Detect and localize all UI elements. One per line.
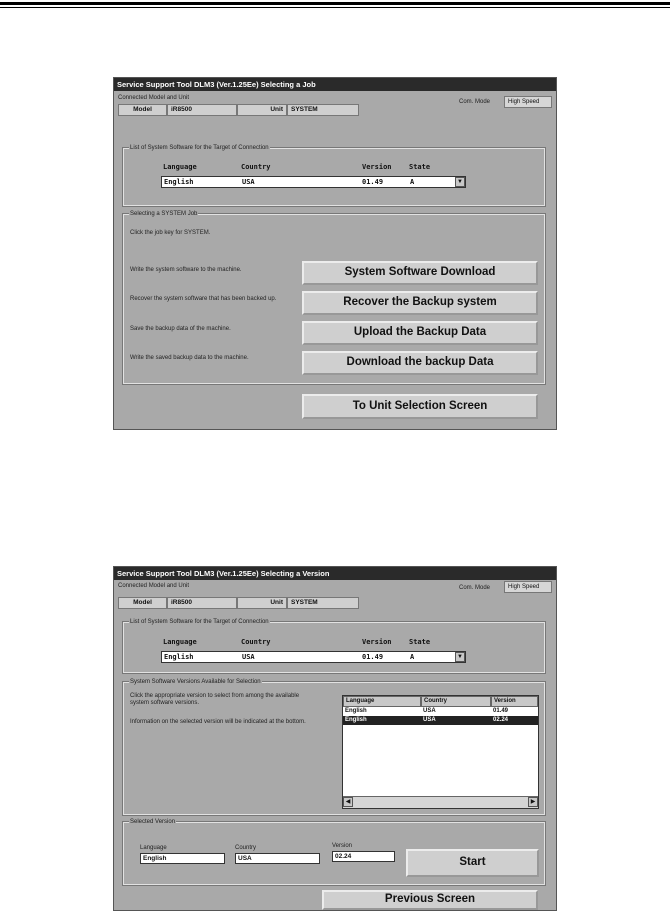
selected-country-field: USA: [235, 853, 320, 864]
unit-label: Unit: [237, 597, 287, 609]
value-version: 01.49: [362, 653, 384, 661]
available-hint: Click the appropriate version to select from among the available system software versions.: [130, 693, 300, 706]
job-legend: Selecting a SYSTEM Job: [130, 211, 198, 217]
selected-version-field: 02.24: [332, 851, 395, 862]
version-list[interactable]: [342, 695, 539, 809]
header-language: Language: [163, 163, 197, 171]
model-value: iR8500: [167, 104, 237, 116]
row-version: 01.49: [493, 708, 509, 714]
horizontal-scrollbar[interactable]: [343, 796, 538, 808]
software-list-legend: List of System Software for the Target of Connection: [130, 619, 269, 625]
job-desc: Write the saved backup data to the machine.: [130, 355, 249, 361]
selected-language-field: English: [140, 853, 225, 864]
connected-model-label: Connected Model and Unit: [118, 583, 190, 589]
software-select[interactable]: [161, 176, 466, 188]
selected-country-label: Country: [235, 845, 257, 851]
row-language: English: [345, 717, 367, 723]
list-header-country[interactable]: Country: [421, 696, 491, 707]
job-desc: Write the system software to the machine.: [130, 267, 242, 273]
com-mode-label: Com. Mode: [459, 585, 491, 591]
selected-info-hint: Information on the selected version will be indicated at the bottom.: [130, 719, 306, 725]
window-selecting-job: [113, 77, 557, 430]
model-value: iR8500: [167, 597, 237, 609]
selected-version-group: [123, 819, 545, 885]
recover-backup-button[interactable]: Recover the Backup system: [302, 291, 538, 315]
version-row-selected[interactable]: [343, 716, 538, 725]
row-language: English: [345, 708, 367, 714]
window-title: Service Support Tool DLM3 (Ver.1.25Ee) Selecting a Job: [114, 78, 556, 91]
model-label: Model: [118, 597, 167, 609]
job-hint: Click the job key for SYSTEM.: [130, 230, 211, 236]
window-selecting-version: [113, 566, 557, 911]
com-mode-label: Com. Mode: [459, 99, 491, 105]
software-list-legend: List of System Software for the Target of Connection: [130, 145, 269, 151]
header-state: State: [409, 638, 431, 646]
job-desc: Recover the system software that has been backed up.: [130, 296, 277, 302]
list-header-language[interactable]: Language: [343, 696, 421, 707]
job-desc: Save the backup data of the machine.: [130, 326, 231, 332]
list-header-version[interactable]: Version: [491, 696, 538, 707]
selected-version-label: Version: [332, 843, 353, 849]
row-country: USA: [423, 708, 436, 714]
value-language: English: [164, 653, 194, 661]
connected-model-label: Connected Model and Unit: [118, 95, 190, 101]
chevron-down-icon[interactable]: ▼: [455, 652, 465, 662]
header-version: Version: [362, 638, 392, 646]
header-country: Country: [241, 163, 271, 171]
page-rule-thin: [0, 7, 670, 8]
model-label: Model: [118, 104, 167, 116]
unit-value: SYSTEM: [287, 104, 359, 116]
value-state: A: [410, 653, 415, 661]
selected-language-label: Language: [140, 845, 167, 851]
version-row[interactable]: [343, 707, 538, 716]
scroll-left-icon[interactable]: ◀: [343, 797, 353, 807]
upload-backup-button[interactable]: Upload the Backup Data: [302, 321, 538, 345]
value-country: USA: [242, 653, 255, 661]
value-language: English: [164, 178, 194, 186]
header-country: Country: [241, 638, 271, 646]
available-versions-group: [123, 679, 545, 815]
job-group: [123, 211, 545, 384]
scroll-right-icon[interactable]: ▶: [528, 797, 538, 807]
selected-version-legend: Selected Version: [130, 819, 176, 825]
software-select[interactable]: [161, 651, 466, 663]
header-state: State: [409, 163, 431, 171]
available-versions-legend: System Software Versions Available for Selection: [130, 679, 261, 685]
header-version: Version: [362, 163, 392, 171]
system-software-download-button[interactable]: System Software Download: [302, 261, 538, 285]
value-country: USA: [242, 178, 255, 186]
com-mode-value: High Speed: [504, 96, 552, 108]
row-country: USA: [423, 717, 436, 723]
download-backup-button[interactable]: Download the backup Data: [302, 351, 538, 375]
unit-selection-button[interactable]: To Unit Selection Screen: [302, 394, 538, 419]
row-version: 02.24: [493, 717, 509, 723]
unit-label: Unit: [237, 104, 287, 116]
value-version: 01.49: [362, 178, 384, 186]
header-language: Language: [163, 638, 197, 646]
start-button[interactable]: Start: [406, 849, 539, 877]
previous-screen-button[interactable]: Previous Screen: [322, 890, 538, 910]
software-list-group: [123, 619, 545, 673]
window-title: Service Support Tool DLM3 (Ver.1.25Ee) Selecting a Version: [114, 567, 556, 580]
software-list-group: [123, 145, 545, 206]
chevron-down-icon[interactable]: ▼: [455, 177, 465, 187]
unit-value: SYSTEM: [287, 597, 359, 609]
value-state: A: [410, 178, 415, 186]
page-rule-top: [0, 2, 670, 5]
com-mode-value: High Speed: [504, 581, 552, 593]
